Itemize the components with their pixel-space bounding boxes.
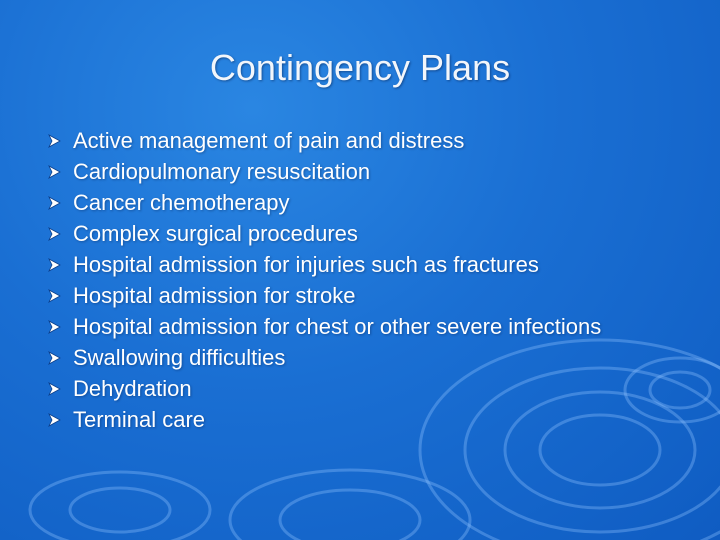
bullet-item [48,159,668,184]
bullet-item [48,314,668,339]
arrow-right-icon [48,196,61,210]
bullet-text: Swallowing difficulties [73,345,286,370]
arrow-right-icon [48,351,61,365]
bullet-text: Hospital admission for chest or other severe infections [73,314,602,339]
bullet-item [48,221,668,246]
bullet-text: Active management of pain and distress [73,128,465,153]
bullet-text: Hospital admission for stroke [73,283,356,308]
arrow-right-icon [48,227,61,241]
bullet-item [48,345,668,370]
arrow-right-icon [48,165,61,179]
bullet-list [48,128,668,438]
arrow-right-icon [48,289,61,303]
bullet-text: Hospital admission for injuries such as fractures [73,252,539,277]
arrow-right-icon [48,134,61,148]
arrow-right-icon [48,258,61,272]
bullet-item [48,283,668,308]
bullet-text: Terminal care [73,407,206,432]
arrow-right-icon [48,320,61,334]
bullet-text: Cardiopulmonary resuscitation [73,159,371,184]
arrow-right-icon [48,413,61,427]
bullet-text: Cancer chemotherapy [73,190,290,215]
bullet-item [48,128,668,153]
arrow-right-icon [48,382,61,396]
bullet-item [48,252,668,277]
bullet-item [48,190,668,215]
bullet-item [48,376,668,401]
slide-title: Contingency Plans [209,47,511,88]
bullet-text: Dehydration [73,376,192,401]
bullet-text: Complex surgical procedures [73,221,358,246]
bullet-item [48,407,668,432]
